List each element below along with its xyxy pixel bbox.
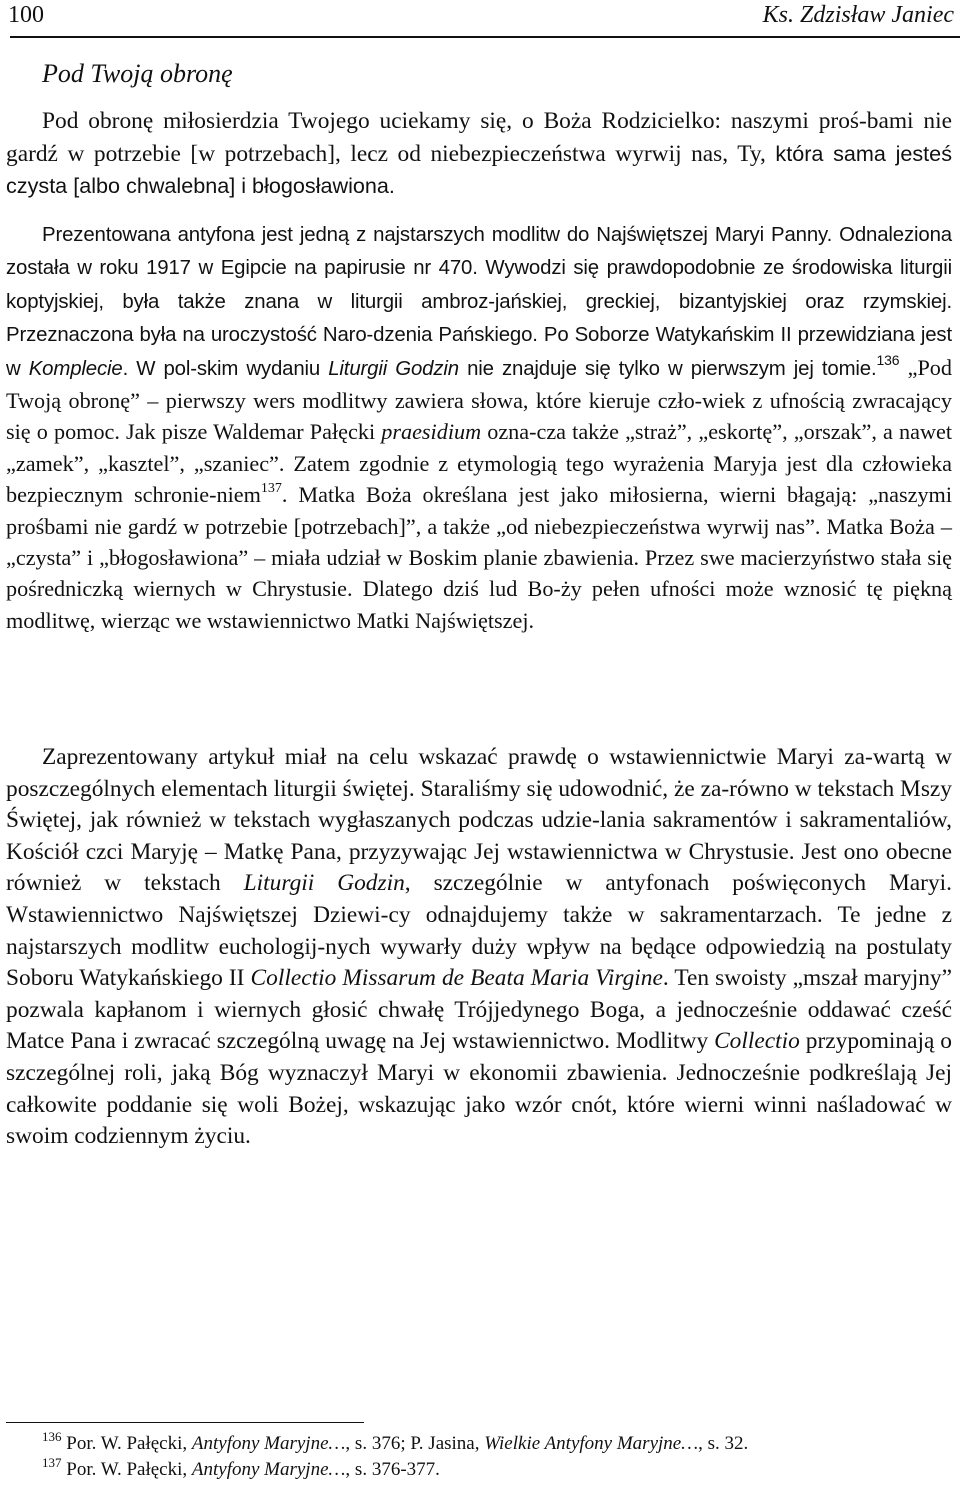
header-rule xyxy=(10,36,960,38)
prayer-text-part-1: Pod obronę miłosierdzia Twojego uciekamy się, o Boża Rodzicielko: naszymi proś-bami nie gardź w potrzebie [w potrzebach], lecz od niebezpieczeństwa wyrwij nas, Ty, xyxy=(6,108,952,167)
komplecie-italic: Komplecie xyxy=(28,357,123,380)
footnote-ref-137[interactable]: 137 xyxy=(260,481,282,497)
prayer-text-part-2: która sama jesteś czysta [albo chwalebna] i błogosławiona. xyxy=(6,140,952,199)
liturgii-godzin-italic: Liturgii Godzin xyxy=(328,357,459,380)
footnote-136 xyxy=(42,1429,749,1456)
commentary-paragraph xyxy=(6,218,952,636)
prayer-title: Pod Twoją obronę xyxy=(42,59,233,88)
conclusion-paragraph xyxy=(6,742,952,1153)
running-head: Ks. Zdzisław Janiec xyxy=(762,2,954,28)
footnote-suffix: , s. 32. xyxy=(698,1433,749,1454)
footnote-number: 136 xyxy=(42,1429,62,1444)
commentary-s5: ozna-cza także „straż”, „eskortę”, „orszak”, a nawet „zamek”, „kasztel”, „szaniec”. Zatem zgodnie z etymologią tego wyrażenia Maryja jest dla człowieka bezpiecznym schronie-niem xyxy=(6,419,953,508)
liturgii-godzin-italic: Liturgii Godzin xyxy=(243,870,405,897)
footnote-separator xyxy=(6,1422,364,1423)
conclusion-s2: , szczególnie w antyfonach poświęconych Maryi. Wstawiennictwo Najświętszej Dziewi-cy odnajdujemy także w sakramentarzach. Te jedne z najstarszych modlitw euchologij-nych wywarły duży wpływ na będące odpowiedzią na postulaty Soboru Watykańskiego II xyxy=(6,870,953,992)
collectio-missarum-italic: Collectio Missarum de Beata Maria Virgine xyxy=(250,965,663,992)
footnote-prefix: Por. W. Pałęcki, xyxy=(66,1433,192,1454)
page-number: 100 xyxy=(8,2,44,28)
conclusion-s3: . Ten swoisty „mszał maryjny” pozwala kapłanom i wiernych głosić chwałę Trójjedynego Boga, a jednocześnie oddawać cześć Matce Pana i zwracać szczególną uwagę na Jej wstawiennictwo. Modlitwy xyxy=(6,965,952,1055)
commentary-s1: Prezentowana antyfona jest jedną z najstarszych modlitw do Najświętszej Maryi Panny. Odnaleziona została w roku 1917 w Egipcie na papirusie nr 470. Wywodzi się prawdopodobnie ze środowiska liturgii koptyjskiej, była także znana w liturgii ambroz-jańskiej, greckiej, bizantyjskiej oraz rzymskiej. Przeznaczona była na uroczystość Naro-dzenia Pańskiego. Po Soborze Watykańskim II przewidziana jest w xyxy=(6,224,952,380)
praesidium-italic: praesidium xyxy=(381,419,482,445)
commentary-s2: . W pol-skim wydaniu xyxy=(122,357,329,380)
commentary-s3: nie znajduje się tylko w pierwszym jej tomie. xyxy=(458,357,877,380)
commentary-s4: „Pod Twoją obronę” – pierwszy wers modlitwy zawiera słowa, które kieruje czło-wiek z ufnością zwracający się o pomoc. Jak pisze Waldemar Pałęcki xyxy=(6,354,952,445)
footnote-middle: , s. 376; P. Jasina, xyxy=(345,1433,485,1454)
commentary-s6: . Matka Boża określana jest jako miłosierna, wierni błagają: „naszymi prośbami nie gardź w potrzebie [potrzebach]”, a także „od niebezpieczeństwa wyrwij nas”. Matka Boża – „czysta” i „błogosławiona” – miała udział w Boskim planie zbawienia. Przez swe macierzyństwo stała się pośredniczką wiernych w Chrystusie. Dlatego dziś lud Bo-ży pełen ufności może wznosić tę piękną modlitwę, wierząc we wstawiennictwo Matki Najświętszej. xyxy=(6,482,952,633)
footnote-number: 137 xyxy=(42,1455,62,1470)
footnote-title: Antyfony Maryjne… xyxy=(191,1433,346,1454)
footnote-title: Wielkie Antyfony Maryjne… xyxy=(484,1433,699,1454)
footnote-prefix: Por. W. Pałęcki, xyxy=(66,1459,192,1480)
conclusion-s4: przypominają o szczególnej roli, jaką Bóg wyznaczył Maryi w ekonomii zbawienia. Jednocześnie podkreślają Jej całkowite poddanie się woli Bożej, wskazując jako wzór cnót, które wierni winni naśladować w swoim codziennym życiu. xyxy=(6,1028,952,1150)
page-header xyxy=(6,0,956,38)
conclusion-s1: Zaprezentowany artykuł miał na celu wskazać prawdę o wstawiennictwie Maryi za-wartą w poszczególnych elementach liturgii świętej. Staraliśmy się udowodnić, że za-równo w tekstach Mszy Świętej, jak również w tekstach wygłaszanych podczas udzie-lania sakramentów i sakramentaliów, Kościół czci Maryję – Matkę Pana, przyzywając Jej wstawiennictwa w Chrystusie. Jest ono obecne również w tekstach xyxy=(6,744,952,897)
footnote-ref-136[interactable]: 136 xyxy=(876,351,900,368)
collectio-italic: Collectio xyxy=(714,1028,800,1055)
footnote-title: Antyfony Maryjne… xyxy=(191,1459,346,1480)
footnote-suffix: , s. 376-377. xyxy=(345,1459,440,1480)
footnote-137 xyxy=(42,1455,440,1482)
commentary-text xyxy=(6,224,952,380)
prayer-text xyxy=(6,106,952,203)
